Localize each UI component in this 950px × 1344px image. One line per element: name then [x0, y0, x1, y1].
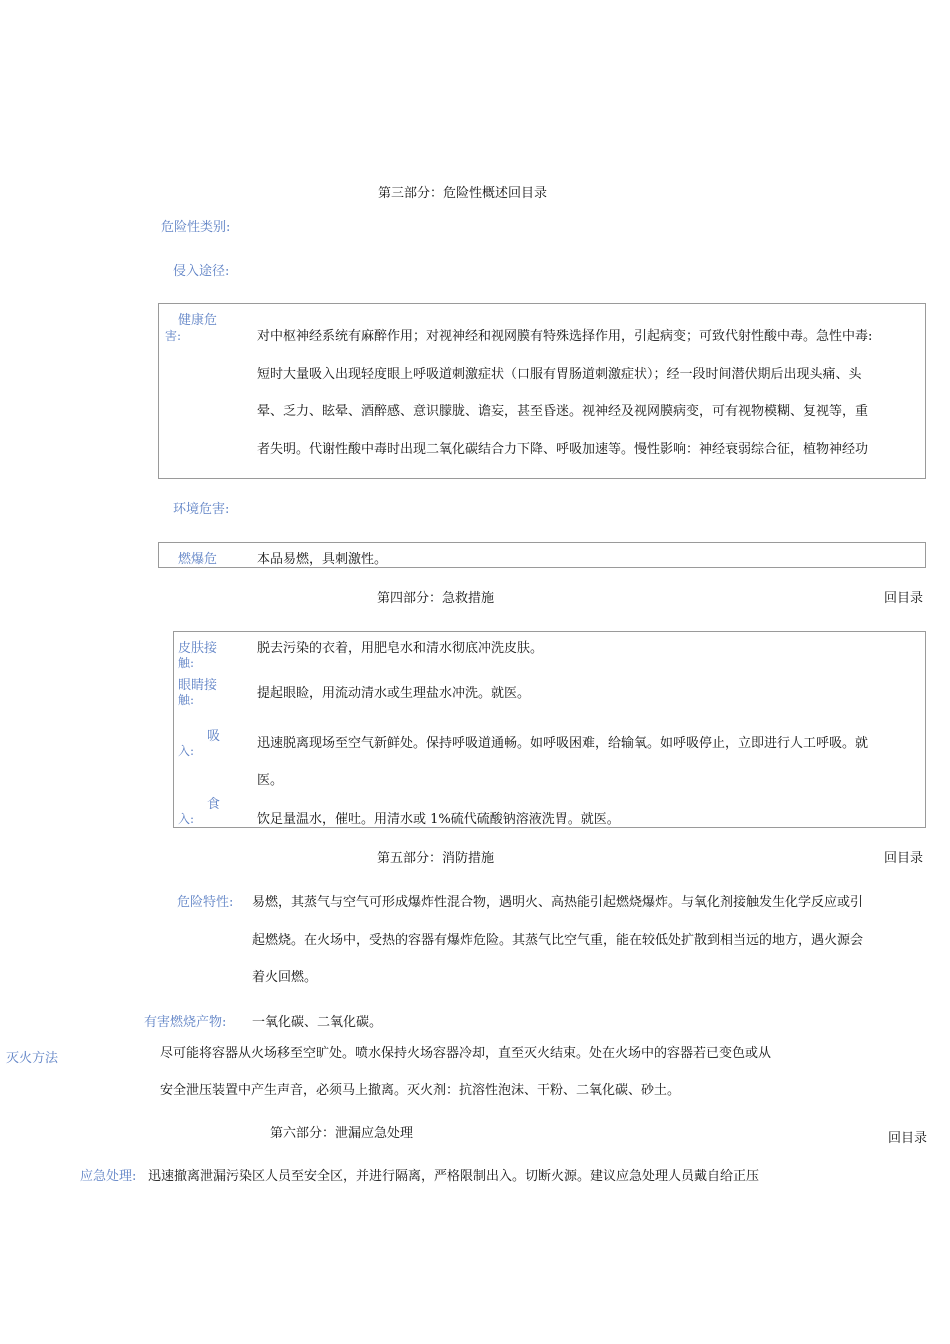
hazard-text-line: 起燃烧。在火场中，受热的容器有爆炸危险。其蒸气比空气重，能在较低处扩散到相当远的地方，遇火源会	[252, 933, 864, 948]
skin-text: 脱去污染的衣着，用肥皂水和清水彻底冲洗皮肤。	[257, 641, 544, 656]
fire-hazard-characteristics-label: 危险特性:	[177, 895, 234, 910]
entry-route-label: 侵入途径:	[173, 264, 230, 279]
ingest-label-line1: 食	[207, 797, 221, 812]
hazard-text-line: 着火回燃。	[252, 970, 318, 985]
extinguish-method-label: 灭火方法	[6, 1051, 59, 1066]
fire-hazard-label: 燃爆危	[178, 552, 218, 567]
first-aid-box	[173, 631, 926, 828]
method-text-line: 尽可能将容器从火场移至空旷处。喷水保持火场容器冷却，直至灭火结束。处在火场中的容器若已变色或从	[160, 1046, 772, 1061]
part5-heading: 第五部分：消防措施	[377, 851, 495, 866]
eye-label-line1: 眼睛接	[178, 678, 218, 693]
combustion-products-text: 一氧化碳、二氧化碳。	[252, 1015, 383, 1030]
ingest-text: 饮足量温水，催吐。用清水或 1%硫代硫酸钠溶液洗胃。就医。	[257, 812, 620, 827]
part3-heading: 第三部分：危险性概述回目录	[378, 186, 548, 201]
health-hazard-box	[158, 303, 926, 479]
combustion-products-label: 有害燃烧产物:	[144, 1015, 227, 1030]
env-hazard-label: 环境危害:	[173, 502, 230, 517]
emergency-label: 应急处理:	[80, 1169, 137, 1184]
skin-label-line2: 触:	[178, 656, 195, 670]
inhale-label-line2: 入:	[178, 744, 195, 758]
health-text-line: 者失明。代谢性酸中毒时出现二氧化碳结合力下降、呼吸加速等。慢性影响：神经衰弱综合征，植物神经功	[257, 442, 869, 457]
health-label-line2: 害:	[165, 329, 182, 343]
fire-hazard-box	[158, 542, 926, 568]
hazard-text-line: 易燃，其蒸气与空气可形成爆炸性混合物，遇明火、高热能引起燃烧爆炸。与氧化剂接触发生化学反应或引	[252, 895, 864, 910]
ingest-label-line2: 入:	[178, 812, 195, 826]
part6-toc-link-clip	[888, 1126, 938, 1146]
skin-label-line1: 皮肤接	[178, 641, 218, 656]
part4-toc-link[interactable]: 回目录	[884, 591, 924, 606]
part6-toc-link[interactable]: 回目录	[888, 1131, 928, 1146]
eye-label-line2: 触:	[178, 693, 195, 707]
eye-text: 提起眼睑，用流动清水或生理盐水冲洗。就医。	[257, 686, 531, 701]
inhale-label-line1: 吸	[207, 729, 221, 744]
inhale-text-line2: 医。	[257, 773, 284, 788]
part4-heading: 第四部分：急救措施	[377, 591, 495, 606]
part6-heading: 第六部分：泄漏应急处理	[270, 1126, 414, 1141]
extinguish-method-label-clip	[6, 1043, 86, 1066]
health-text-line: 对中枢神经系统有麻醉作用；对视神经和视网膜有特殊选择作用，引起病变；可致代射性酸中毒。急性中毒:	[257, 329, 873, 344]
health-text-line: 晕、乏力、眩晕、酒醉感、意识朦胧、谵妄，甚至昏迷。视神经及视网膜病变，可有视物模糊、复视等，重	[257, 404, 869, 419]
emergency-text: 迅速撤离泄漏污染区人员至安全区，并进行隔离，严格限制出入。切断火源。建议应急处理人员戴自给正压	[148, 1169, 760, 1184]
hazard-category-label: 危险性类别:	[161, 220, 231, 235]
health-label-line1: 健康危	[178, 313, 218, 328]
part5-toc-link[interactable]: 回目录	[884, 851, 924, 866]
fire-hazard-text: 本品易燃，具刺激性。	[257, 552, 388, 567]
health-text-line: 短时大量吸入出现轻度眼上呼吸道刺激症状（口服有胃肠道刺激症状）；经一段时间潜伏期后出现头痛、头	[257, 367, 862, 382]
inhale-text-line1: 迅速脱离现场至空气新鲜处。保持呼吸道通畅。如呼吸困难，给输氧。如呼吸停止，立即进行人工呼吸。就	[257, 736, 869, 751]
method-text-line: 安全泄压装置中产生声音，必须马上撤离。灭火剂：抗溶性泡沫、干粉、二氧化碳、砂土。	[160, 1083, 681, 1098]
